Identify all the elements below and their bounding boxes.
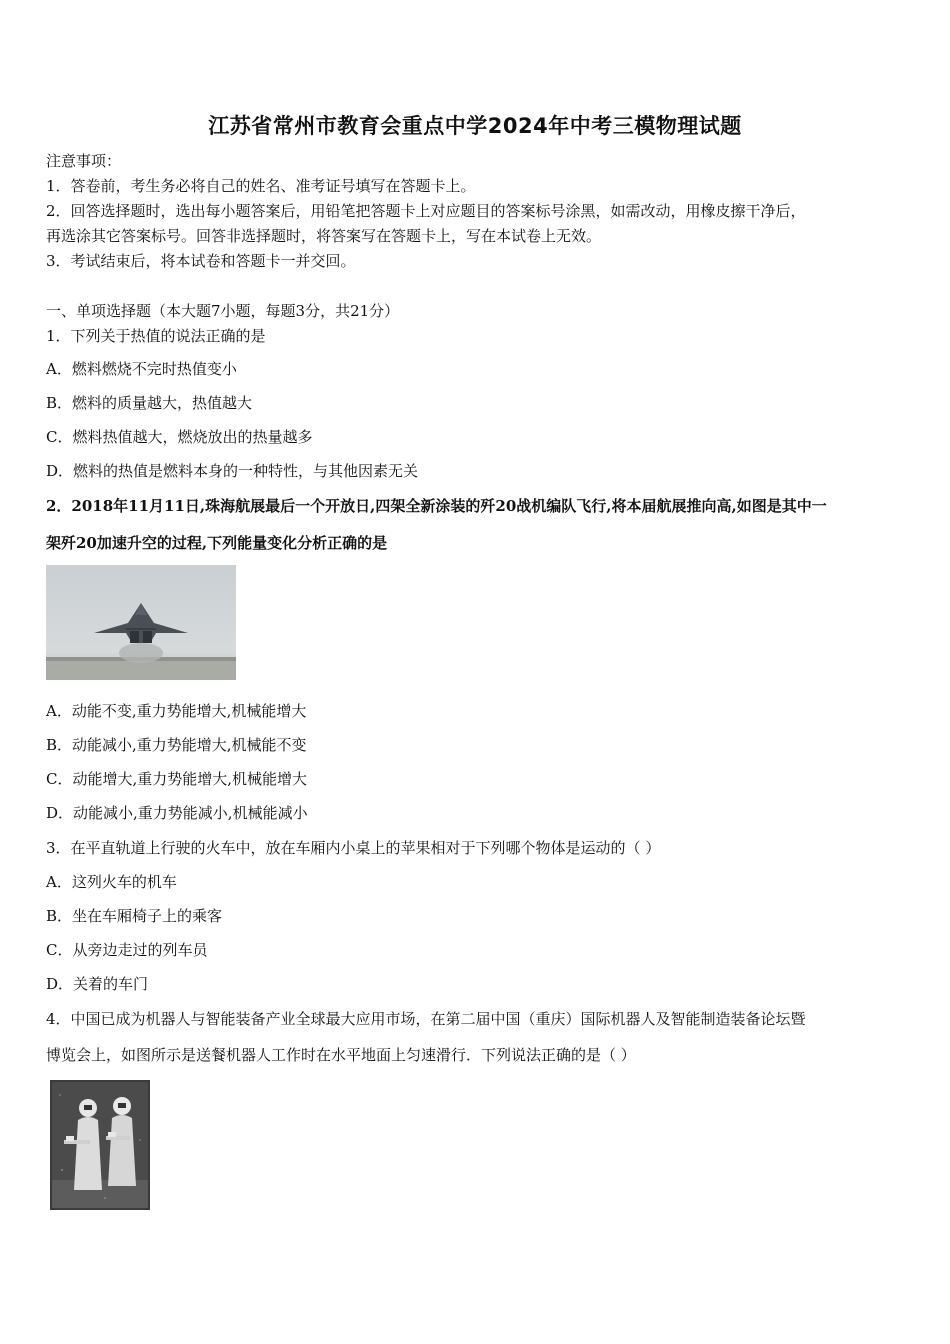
question-1-option-c: C．燃料热值越大，燃烧放出的热量越多	[46, 428, 313, 446]
question-2-option-d: D．动能减小,重力势能减小,机械能减小	[46, 804, 308, 822]
section-heading: 一、单项选择题（本大题7小题，每题3分，共21分）	[46, 302, 400, 320]
question-1-option-a: A．燃料燃烧不完时热值变小	[46, 360, 237, 378]
question-1-option-b: B．燃料的质量越大，热值越大	[46, 394, 253, 412]
question-2-option-c: C．动能增大,重力势能增大,机械能增大	[46, 770, 308, 788]
question-3-option-d: D．关着的车门	[46, 975, 149, 993]
question-3-option-b: B．坐在车厢椅子上的乘客	[46, 907, 223, 925]
question-2-option-b: B．动能减小,重力势能增大,机械能不变	[46, 736, 307, 754]
question-2-stem-cont: 架歼20加速升空的过程,下列能量变化分析正确的是	[46, 534, 388, 552]
service-robots-photo	[50, 1080, 150, 1210]
fighter-jet-photo	[46, 565, 236, 680]
question-3-option-a: A．这列火车的机车	[46, 873, 177, 891]
question-4-stem-cont: 博览会上，如图所示是送餐机器人工作时在水平地面上匀速滑行．下列说法正确的是（ ）	[46, 1046, 636, 1064]
notice-item: 3．考试结束后，将本试卷和答题卡一并交回。	[46, 252, 356, 270]
notice-item: 再选涂其它答案标号。回答非选择题时，将答案写在答题卡上，写在本试卷上无效。	[46, 227, 602, 245]
notice-item: 2．回答选择题时，选出每小题答案后，用铅笔把答题卡上对应题目的答案标号涂黑，如需改动，用橡皮擦干净后，	[46, 202, 806, 220]
question-1-stem: 1．下列关于热值的说法正确的是	[46, 327, 266, 345]
question-4-stem: 4．中国已成为机器人与智能装备产业全球最大应用市场，在第二届中国（重庆）国际机器人及智能制造装备论坛暨	[46, 1010, 806, 1028]
question-3-stem: 3．在平直轨道上行驶的火车中，放在车厢内小桌上的苹果相对于下列哪个物体是运动的（ ）	[46, 839, 661, 857]
question-2-option-a: A．动能不变,重力势能增大,机械能增大	[46, 702, 307, 720]
question-2-stem: 2．2018年11月11日,珠海航展最后一个开放日,四架全新涂装的歼20战机编队飞行,将本届航展推向高,如图是其中一	[46, 497, 827, 515]
notice-heading: 注意事项：	[46, 152, 122, 170]
question-1-option-d: D．燃料的热值是燃料本身的一种特性，与其他因素无关	[46, 462, 419, 480]
question-3-option-c: C．从旁边走过的列车员	[46, 941, 208, 959]
page-title: 江苏省常州市教育会重点中学2024年中考三模物理试题	[208, 114, 742, 138]
notice-item: 1．答卷前，考生务必将自己的姓名、准考证号填写在答题卡上。	[46, 177, 476, 195]
